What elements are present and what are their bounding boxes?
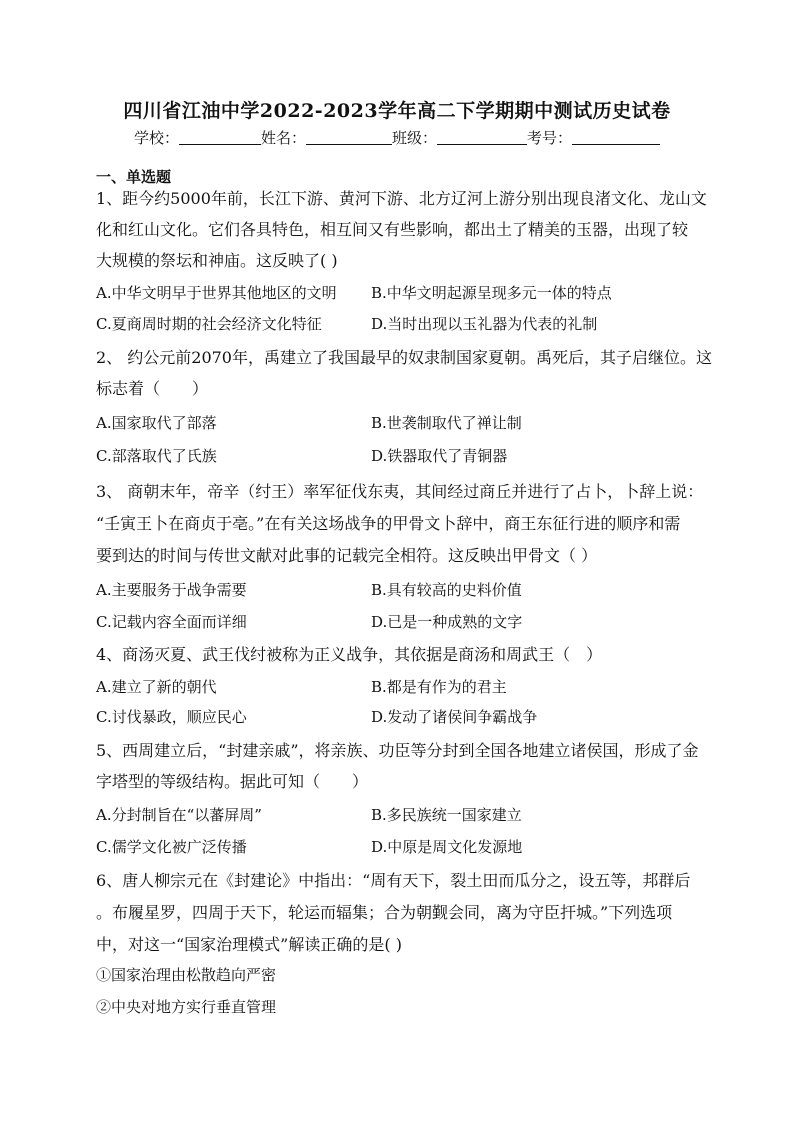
q4-stem-line: 4、商汤灭夏、武王伐纣被称为正义战争，其依据是商汤和周武王（ ） xyxy=(96,645,603,664)
q4-option-c: C.讨伐暴政，顺应民心 xyxy=(96,708,247,726)
q6-stem-line: 6、唐人柳宗元在《封建论》中指出：“周有天下，裂土田而瓜分之，设五等，邦群后 xyxy=(96,871,691,890)
q3-option-c: C.记载内容全面而详细 xyxy=(96,613,247,631)
q6-statement-1: ①国家治理由松散趋向严密 xyxy=(96,966,277,984)
q1-stem-line: 1、距今约5000年前，长江下游、黄河下游、北方辽河上游分别出现良渚文化、龙山文 xyxy=(96,189,707,208)
q2-stem-line: 标志着（ ） xyxy=(96,379,209,398)
q2-option-d: D.铁器取代了青铜器 xyxy=(371,447,508,465)
exam-number-blank xyxy=(572,129,660,145)
q5-stem-line: 5、西周建立后，“封建亲戚”，将亲族、功臣等分封到全国各地建立诸侯国，形成了金 xyxy=(96,741,699,760)
q5-option-a: A.分封制旨在“以蕃屏周” xyxy=(96,806,262,824)
school-blank xyxy=(179,129,261,145)
q5-stem-line: 字塔型的等级结构。据此可知（ ） xyxy=(96,772,369,791)
q6-stem-line: 。布履星罗，四周于天下，轮运而辐集；合为朝觐会同，离为守臣扞城。”下列选项 xyxy=(96,903,673,922)
q3-option-a: A.主要服务于战争需要 xyxy=(96,581,247,599)
name-blank xyxy=(306,129,392,145)
q1-option-b: B.中华文明起源呈现多元一体的特点 xyxy=(371,284,612,302)
class-label: 班级： xyxy=(392,129,438,147)
q5-option-b: B.多民族统一国家建立 xyxy=(371,806,522,824)
q3-option-d: D.已是一种成熟的文字 xyxy=(371,613,523,631)
q3-option-b: B.具有较高的史料价值 xyxy=(371,581,522,599)
q5-option-d: D.中原是周文化发源地 xyxy=(371,838,523,856)
q2-stem-line: 2、 约公元前2070年，禹建立了我国最早的奴隶制国家夏朝。禹死后，其子启继位。这 xyxy=(96,348,712,367)
q6-statement-2: ②中央对地方实行垂直管理 xyxy=(96,998,277,1016)
q4-option-d: D.发动了诸侯间争霸战争 xyxy=(371,708,538,726)
q3-stem-line: 要到达的时间与传世文献对此事的记载完全相符。这反映出甲骨文（ ） xyxy=(96,546,598,565)
school-label: 学校： xyxy=(133,129,179,147)
q1-option-d: D.当时出现以玉礼器为代表的礼制 xyxy=(371,315,598,333)
q1-stem-line: 化和红山文化。它们各具特色，相互间又有些影响，都出土了精美的玉器，出现了较 xyxy=(96,220,689,239)
q3-stem-line: 3、 商朝末年，帝辛（纣王）率军征伐东夷，其间经过商丘并进行了占卜，卜辞上说： xyxy=(96,482,704,501)
q1-option-c: C.夏商周时期的社会经济文化特征 xyxy=(96,315,322,333)
q3-stem-line: “壬寅王卜在商贞于亳。”在有关这场战争的甲骨文卜辞中，商王东征行进的顺序和需 xyxy=(96,514,681,533)
name-label: 姓名： xyxy=(260,129,306,147)
q4-option-a: A.建立了新的朝代 xyxy=(96,678,217,696)
q4-option-b: B.都是有作为的君主 xyxy=(371,678,507,696)
q1-stem-line: 大规模的祭坛和神庙。这反映了( ) xyxy=(96,251,338,270)
student-info-row xyxy=(0,127,794,148)
exam-number-label: 考号： xyxy=(527,129,573,147)
q2-option-a: A.国家取代了部落 xyxy=(96,414,217,432)
class-blank xyxy=(437,129,527,145)
q6-stem-line: 中，对这一“国家治理模式”解读正确的是( ) xyxy=(96,935,402,954)
q5-option-c: C.儒学文化被广泛传播 xyxy=(96,838,247,856)
exam-title: 四川省江油中学2022-2023学年高二下学期期中测试历史试卷 xyxy=(123,100,671,122)
section-title: 一、单选题 xyxy=(96,168,172,186)
q1-option-a: A.中华文明早于世界其他地区的文明 xyxy=(96,284,337,302)
q2-option-b: B.世袭制取代了禅让制 xyxy=(371,414,522,432)
q2-option-c: C.部落取代了氏族 xyxy=(96,447,217,465)
